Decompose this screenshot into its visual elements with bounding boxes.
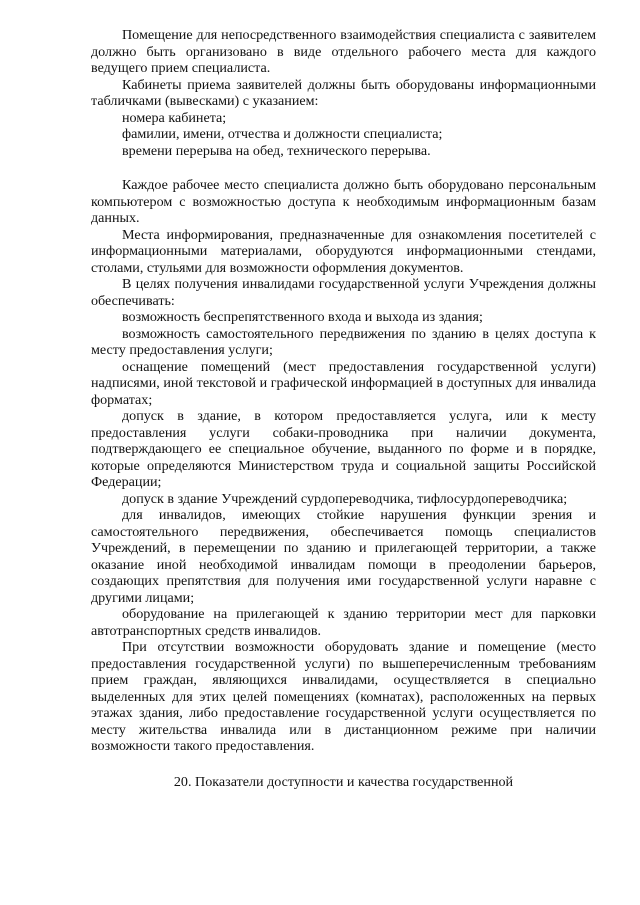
paragraph: Кабинеты приема заявителей должны быть оборудованы информационными табличками (вывесками) с указанием:: [91, 76, 596, 109]
paragraph: Каждое рабочее место специалиста должно быть оборудовано персональным компьютером с возможностью доступа к необходимым информационным базам данных.: [91, 177, 596, 226]
paragraph: При отсутствии возможности оборудовать здание и помещение (место предоставления государственной услуги) по вышеперечисленным требованиям прием граждан, являющихся инвалидами, осуществляется в специально выделенных для этих целей помещениях (комнатах), расположенных на первых этажах здания, либо предоставление государственной услуги осуществляется по месту жительства инвалида или в дистанционном режиме при наличии возможности такого предоставления.: [91, 639, 596, 754]
list-item: возможность самостоятельного передвижения по зданию в целях доступа к месту предоставления услуги;: [91, 325, 596, 358]
list-item: фамилии, имени, отчества и должности специалиста;: [122, 126, 443, 142]
paragraph-gap: [91, 159, 596, 177]
list-item: оснащение помещений (мест предоставления государственной услуги) надписями, иной текстовой и графической информацией в доступных для инвалида форматах;: [91, 358, 596, 408]
list-item: оборудование на прилегающей к зданию территории мест для парковки автотранспортных средств инвалидов.: [91, 606, 596, 639]
list-item: возможность беспрепятственного входа и выхода из здания;: [122, 309, 483, 325]
paragraph: Места информирования, предназначенные для ознакомления посетителей с информационными материалами, оборудуются информационными стендами, столами, стульями для возможности оформления документов.: [91, 226, 596, 276]
section-heading: 20. Показатели доступности и качества государственной: [173, 773, 514, 790]
document-page: [91, 27, 596, 790]
list-item: номера кабинета;: [122, 109, 227, 126]
list-item: допуск в здание, в котором предоставляется услуга, или к месту предоставления услуги собаки-проводника при наличии документа, подтверждающего ее специальное обучение, выданного по форме и в порядке, которые определяются Министерством труда и социальной защиты Российской Федерации;: [91, 408, 596, 490]
list-item: допуск в здание Учреждений сурдопереводчика, тифлосурдопереводчика;: [122, 490, 568, 507]
list-item: времени перерыва на обед, технического перерыва.: [122, 142, 431, 159]
paragraph: В целях получения инвалидами государственной услуги Учреждения должны обеспечивать:: [91, 276, 596, 309]
paragraph: Помещение для непосредственного взаимодействия специалиста с заявителем должно быть организовано в виде отдельного рабочего места для каждого ведущего прием специалиста.: [91, 27, 596, 76]
list-item: для инвалидов, имеющих стойкие нарушения функции зрения и самостоятельного передвижения, обеспечивается помощь специалистов Учреждений, в перемещении по зданию и прилегающей территории, а также оказание иной необходимой инвалидам помощи в преодолении барьеров, создающих препятствия для получения ими государственной услуги наравне с другими лицами;: [91, 507, 596, 606]
